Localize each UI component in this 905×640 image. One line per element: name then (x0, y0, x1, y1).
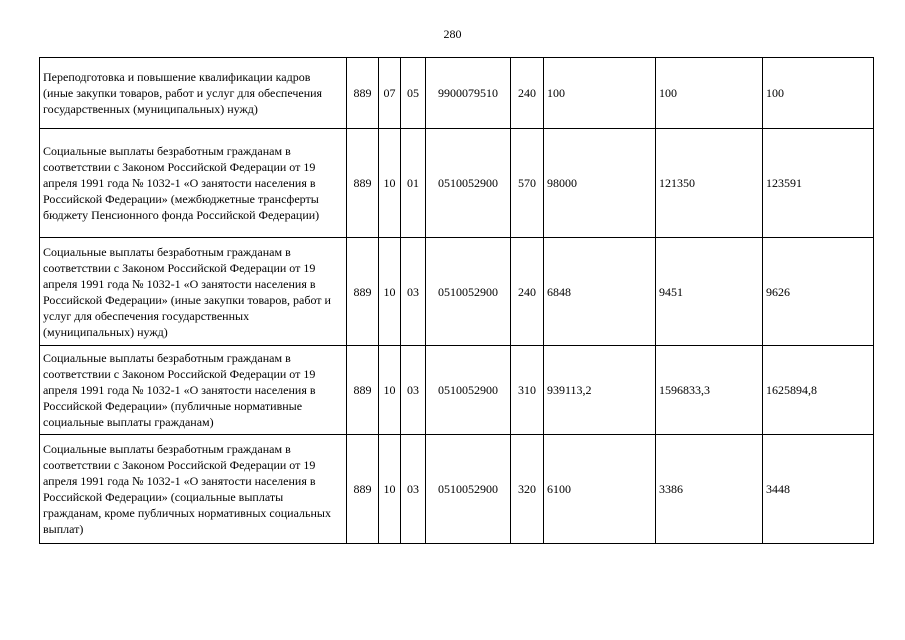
ministry-code: 889 (347, 238, 379, 346)
table-row (40, 58, 874, 129)
amount-year-2: 100 (656, 58, 763, 129)
amount-year-2: 121350 (656, 129, 763, 238)
section-code: 10 (379, 346, 401, 435)
table-row (40, 129, 874, 238)
target-article-code: 0510052900 (426, 435, 511, 544)
amount-year-3: 3448 (763, 435, 874, 544)
page-number: 280 (443, 27, 462, 41)
target-article-code: 0510052900 (426, 346, 511, 435)
amount-year-1: 6848 (544, 238, 656, 346)
expense-type-code: 570 (511, 129, 544, 238)
target-article-code: 9900079510 (426, 58, 511, 129)
expense-type-code: 240 (511, 58, 544, 129)
row-description: Социальные выплаты безработным гражданам в соответствии с Законом Российской Федерации от 19 апреля 1991 года № 1032-1 «О занятости населения в Российской Федерации» (социальные выплаты гражданам, кроме публичных нормативных социальных выплат) (40, 435, 347, 544)
expense-type-code: 240 (511, 238, 544, 346)
row-description: Социальные выплаты безработным гражданам в соответствии с Законом Российской Федерации от 19 апреля 1991 года № 1032-1 «О занятости населения в Российской Федерации» (межбюджетные трансферты бюджету Пенсионного фонда Российской Федерации) (40, 129, 347, 238)
section-code: 07 (379, 58, 401, 129)
ministry-code: 889 (347, 58, 379, 129)
amount-year-2: 1596833,3 (656, 346, 763, 435)
subsection-code: 03 (401, 346, 426, 435)
amount-year-1: 100 (544, 58, 656, 129)
expense-type-code: 310 (511, 346, 544, 435)
table-row (40, 346, 874, 435)
amount-year-3: 9626 (763, 238, 874, 346)
section-code: 10 (379, 435, 401, 544)
expense-type-code: 320 (511, 435, 544, 544)
amount-year-1: 98000 (544, 129, 656, 238)
target-article-code: 0510052900 (426, 129, 511, 238)
section-code: 10 (379, 129, 401, 238)
row-description: Социальные выплаты безработным гражданам в соответствии с Законом Российской Федерации от 19 апреля 1991 года № 1032-1 «О занятости населения в Российской Федерации» (публичные нормативные социальные выплаты гражданам) (40, 346, 347, 435)
subsection-code: 05 (401, 58, 426, 129)
ministry-code: 889 (347, 129, 379, 238)
amount-year-3: 123591 (763, 129, 874, 238)
amount-year-2: 9451 (656, 238, 763, 346)
section-code: 10 (379, 238, 401, 346)
subsection-code: 03 (401, 238, 426, 346)
table-row (40, 238, 874, 346)
amount-year-1: 939113,2 (544, 346, 656, 435)
table-row (40, 435, 874, 544)
subsection-code: 03 (401, 435, 426, 544)
amount-year-1: 6100 (544, 435, 656, 544)
ministry-code: 889 (347, 435, 379, 544)
amount-year-3: 100 (763, 58, 874, 129)
row-description: Социальные выплаты безработным гражданам в соответствии с Законом Российской Федерации от 19 апреля 1991 года № 1032-1 «О занятости населения в Российской Федерации» (иные закупки товаров, работ и услуг для обеспечения государственных (муниципальных) нужд) (40, 238, 347, 346)
amount-year-3: 1625894,8 (763, 346, 874, 435)
budget-table (39, 57, 874, 544)
row-description: Переподготовка и повышение квалификации кадров (иные закупки товаров, работ и услуг для обеспечения государственных (муниципальных) нужд) (40, 58, 347, 129)
subsection-code: 01 (401, 129, 426, 238)
amount-year-2: 3386 (656, 435, 763, 544)
ministry-code: 889 (347, 346, 379, 435)
target-article-code: 0510052900 (426, 238, 511, 346)
